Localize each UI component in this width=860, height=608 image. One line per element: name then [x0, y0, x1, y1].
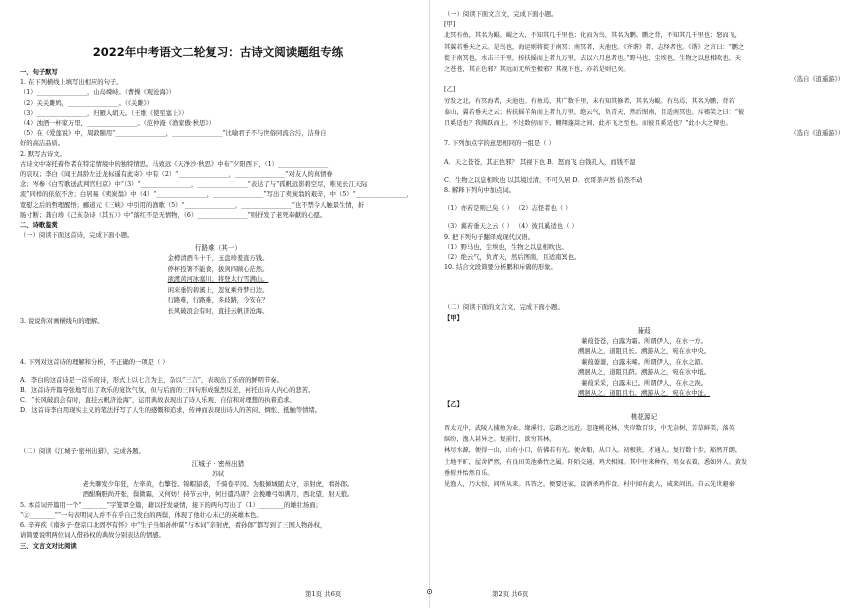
text-line: 肠寸断；龚自珍《己亥杂诗（其五）》中“落红不是无情物，（6）________________”则抒发了老死奉献的心愿。 — [20, 211, 327, 219]
spacer — [444, 214, 844, 222]
text-line: （5）在《爱莲说》中，周敦颐用“________________，________________”比喻君子不与世俗同流合污，洁身自 — [20, 130, 327, 138]
passage-line: 垂髫并怡然自乐。 — [444, 469, 494, 477]
spacer — [444, 196, 844, 204]
passage-line: 其翼若垂天之云。是鸟也，海运则将徙于南冥：南冥者，天池也。《齐谐》者，志怪者也。《谐》之言曰：“鹏之 — [444, 43, 745, 51]
text-line: 流”同样的依依不舍；白居易《卖炭翁》中（4）“________________，________________”写出了卖炭翁的艰辛，中（5）“________________， — [20, 191, 413, 199]
text-line: 2. 默写古诗文。 — [20, 150, 66, 158]
spacer — [444, 273, 844, 303]
poem-line: 金樽清酒斗十千，玉盘珍羞直万钱。 — [167, 255, 269, 263]
section-sentence-dictation — [20, 68, 416, 241]
poem-line: 溯洄从之，道阻且长。溯游从之，宛在水中央。 — [577, 348, 711, 356]
spacer — [444, 168, 844, 176]
poem-line: 酒酣胸胆尚开张，鬓微霜，又何妨！持节云中，何日遣冯唐？会挽雕弓如满月，西北望，射天狼。 — [82, 491, 354, 499]
passage-taohuayuanji — [444, 423, 844, 490]
text-line: C．“长风破浪会有时，直挂云帆济沧海”，运用典故表现出了诗人乐观、自信和对理想的执着追求。 — [20, 397, 296, 405]
section-ci-questions — [20, 501, 416, 552]
text-line: 6. 辛弃疾《南乡子·登京口北固亭有怀》中“生子当如孙仲谋”与本词“亲射虎，看孙郎”都写到了三国人物孙权， — [20, 522, 327, 530]
passage-line: 泰山，翼若垂天之云；抟扶摇羊角而上者九万里，绝云气，负青天，然后图南，且适南冥也。斥鴳笑之曰：“彼 — [444, 108, 745, 116]
section-heading: 三、文言文对比阅读 — [20, 542, 77, 550]
text-line: （1）野马也，尘埃也，生物之以息相吹也。 — [444, 243, 568, 251]
text-line: 4. 下列对这首诗的理解和分析，不正确的一项是（ ） — [20, 358, 169, 366]
text-line: 7. 下列加点字的意思相同的一组是（ ） — [444, 140, 555, 148]
text-line: （3）翼若垂天之云（ ） （4）彼且奚适也（ ） — [444, 223, 578, 231]
text-line: （一）阅读下面这首诗，完成下面小题。 — [20, 232, 134, 240]
poem-line: 长风破浪会有时，直挂云帆济沧海。 — [167, 307, 269, 315]
passage-line: 北冥有鱼，其名为鲲。鲲之大，不知其几千里也；化而为鸟，其名为鹏。鹏之背，不知其几千里也；怒而飞， — [444, 32, 741, 40]
text-line: （2）绝云气，负青天，然后图南，且适南冥也。 — [444, 254, 581, 262]
text-line: （1）亦若是则已矣（ ） （2）志怪者也（ ） — [444, 205, 572, 213]
passage-yi — [444, 96, 844, 130]
passage-line: 土地平旷，屋舍俨然，有良田美池桑竹之属。阡陌交通，鸡犬相闻。其中往来种作，男女衣着，悉如外人。黄发 — [444, 458, 748, 466]
poem-body — [444, 337, 844, 400]
poem-line: 溯洄从之，道阻且右。溯游从之，宛在水中沚。 — [577, 390, 711, 398]
passage-line: 穷发之北，有冥海者，天池也。有鱼焉，其广数千里，未有知其修者，其名为鲲。有鸟焉，其名为鹏，背若 — [444, 97, 735, 105]
text-line: 10. 结合文段简要分析鹏和斥鴳的形象。 — [444, 264, 557, 272]
poem-xinglunan — [20, 243, 416, 317]
text-line: （4）浊酒一杯家万里，________________。（范仲淹《渔家傲·秋思》） — [20, 120, 215, 128]
poem-jianjia — [444, 326, 844, 400]
poem-line: 欲渡黄河冰塞川，将登太行雪满山。 — [167, 276, 269, 284]
text-line: 5. 本首词开篇用一个“________”字笼罩全篇，藉以抒发豪情，接下的两句写出了（1）________的雄壮场面； — [20, 501, 322, 509]
passage-label: [乙] — [444, 86, 456, 94]
passage-line: 见渔人，乃大惊，问所从来。具答之。便要还家，设酒杀鸡作食。村中闻有此人，咸来问讯。自云先世避秦 — [444, 481, 735, 489]
text-line: 古诗文中寄托着作者在特定情境中的独特情思。马致远《天净沙·秋思》中布“夕阳西下，（1）________________ — [20, 160, 329, 168]
text-line: C．生物之以息相吹也 以其境过清，不可久居 D．衣哥茶声然 伯然不动 — [444, 176, 643, 184]
section-classical-intro — [444, 10, 844, 30]
section-heading: 二、诗歌鉴赏 — [20, 222, 58, 230]
text-line: （二）阅读《江城子·密州出猎》，完成各题。 — [20, 447, 145, 455]
poem-author: 苏轼 — [211, 470, 224, 478]
passage-source: （选自《逍遥游》） — [790, 76, 844, 84]
poem-title: 江城子 · 密州出猎 — [191, 459, 245, 468]
poem-line: 溯洄从之，道阻且跻。溯游从之，宛在水中坻。 — [577, 369, 711, 377]
text-line: 9. 把下列句子翻译成现代汉语。 — [444, 233, 534, 241]
poem-line: 闲来垂钓碧溪上，忽复乘舟梦日边。 — [167, 286, 269, 294]
text-line: 好的高洁品质。 — [20, 140, 65, 148]
poem-title: 行路难（其一） — [194, 244, 242, 253]
text-line: B．这首诗开篇夸张地写出了欢乐的宴饮气氛，但与后面的三四句形成强烈反差，衬托出诗人内心的悲苦。 — [20, 387, 315, 395]
text-line: （1）________________，山岛竦峙。（曹操《观沧海》） — [20, 89, 176, 97]
poem-line: 停杯投箸不能食，拔剑四顾心茫然。 — [167, 265, 269, 273]
poem-line: 行路难，行路难，多歧路，今安在？ — [167, 297, 269, 305]
poem-jiangchengzi — [20, 459, 416, 501]
text-line: 1. 在下列横线上填写出相应的句子。 — [20, 79, 123, 87]
passage-label: 【乙】 — [444, 400, 463, 408]
exam-title: 2022年中考语文二轮复习：古诗文阅读题组专练 — [92, 45, 344, 59]
poem-line: 老夫聊发少年狂，左牵黄，右擎苍。锦帽貂裘，千骑卷平冈。为报倾城随太守，亲射虎，看孙郎。 — [82, 480, 354, 488]
passage-line: 林尽水源，便得一山，山有小口，仿佛若有光。便舍船，从口入。初极狭，才通人。复行数十步，豁然开朗。 — [444, 447, 741, 455]
passage-line: 徙于南冥也，水击三千里，抟扶摇而上者九万里，去以六月息者也。”野马也，尘埃也，生物之以息相吹也。天 — [444, 54, 742, 62]
binding-mark-icon: ⊙ — [426, 587, 433, 596]
passage-line: 之苍苍，其正色邪？其远而无所至极邪？其视下也，亦若是则已矣。 — [444, 66, 630, 74]
text-line: 3. 说说你对画横线句的理解。 — [20, 318, 104, 326]
text-line: 宽慰之后的哲理醒悟；郦道元《三峡》中引用的渔歌（5）“________________，________________”也不禁令人触景生情，折 — [20, 201, 365, 209]
poem-line: 蒹葭采采，白露未已。所谓伊人，在水之涘。 — [581, 379, 707, 387]
passage-line: 晋太元中，武陵人捕鱼为业。缘溪行，忘路之远近。忽逢桃花林，夹岸数百步，中无杂树，芳草鲜美，落英 — [444, 425, 735, 433]
poem-line: 蒹葭苍苍，白露为霜。所谓伊人，在水一方。 — [581, 337, 707, 345]
passage-jia — [444, 30, 844, 75]
passage-line: 缤纷，渔人甚异之。复前行，欲穷其林。 — [444, 436, 556, 444]
text-line: 的哀叹；李白《闻王昌龄左迁龙标遥有此寄》中有（2）“________________，________________”对友人的真情眷 — [20, 171, 333, 179]
text-line: （二）阅读下面的文言文，完成下面小题。 — [444, 304, 564, 312]
text-line: （一）阅读下面文言文，完成下面小题。 — [444, 11, 558, 18]
text-line: A．李白的这首诗是一首乐府诗，形式上以七言为主，杂以“三言”，表现出了乐府的鲜明节奏。 — [20, 376, 283, 384]
text-line: A．天之苍苍，其正色邪？ 其视下也 B．怒而飞 白钱孔入，而钱不湿 — [444, 158, 636, 166]
spacer — [444, 150, 844, 158]
section-heading: 一、句子默写 — [20, 69, 58, 76]
section-heading: 【甲】 — [444, 314, 463, 322]
poem-body — [20, 254, 416, 317]
passage-source: （选自《逍遥游》） — [790, 130, 844, 138]
text-line: 念；岑参《白雪歌送武判官归京》中“（3）“________________，________________”表达了与“孤帆远影碧空尽，唯见长江天际 — [20, 181, 368, 189]
poem-body — [20, 480, 416, 501]
page-number-2: 第2页 共6页 — [492, 590, 529, 598]
passage-line: 且奚适也？我腾跃而上，不过数仞而下，翱翔蓬蒿之间，此亦飞之至也。而彼且奚适也？”此小大之辩也。 — [444, 120, 732, 128]
spacer — [20, 328, 416, 358]
page-number-1: 第1页 共6页 — [305, 590, 342, 598]
text-line: （3）________________，归雁入胡天。（王维《使至塞上》） — [20, 109, 188, 117]
text-line: （2）关关雎鸠，________________。（《关雎》） — [20, 99, 154, 107]
text-line: [甲] — [444, 21, 456, 29]
text-line: 8. 解释下列句中加点词。 — [444, 187, 515, 195]
exam-page-2 — [430, 0, 860, 608]
poem-line: 蒹葭萋萋，白露未晞。所谓伊人，在水之湄。 — [581, 358, 707, 366]
text-line: D．这首诗李白用现实主义的笔法抒写了人生的感慨和追求，传神而表现出诗人的苦闷、惆怅、抵触等情绪。 — [20, 407, 322, 415]
section-poetry-questions — [20, 317, 416, 456]
poem-title: 蒹葭 — [637, 326, 651, 335]
text-line: 请简要说明两位词人借孙权的典故分别表达的情感。 — [20, 532, 165, 540]
text-line: “②________”“一句表明词人并不在乎自己发白的两鬓，体现了他壮心未已的英雄本色。 — [20, 512, 263, 520]
passage-title: 桃花源记 — [630, 413, 658, 422]
spacer — [20, 368, 416, 376]
section-classical-questions — [444, 139, 844, 323]
spacer — [20, 417, 416, 447]
